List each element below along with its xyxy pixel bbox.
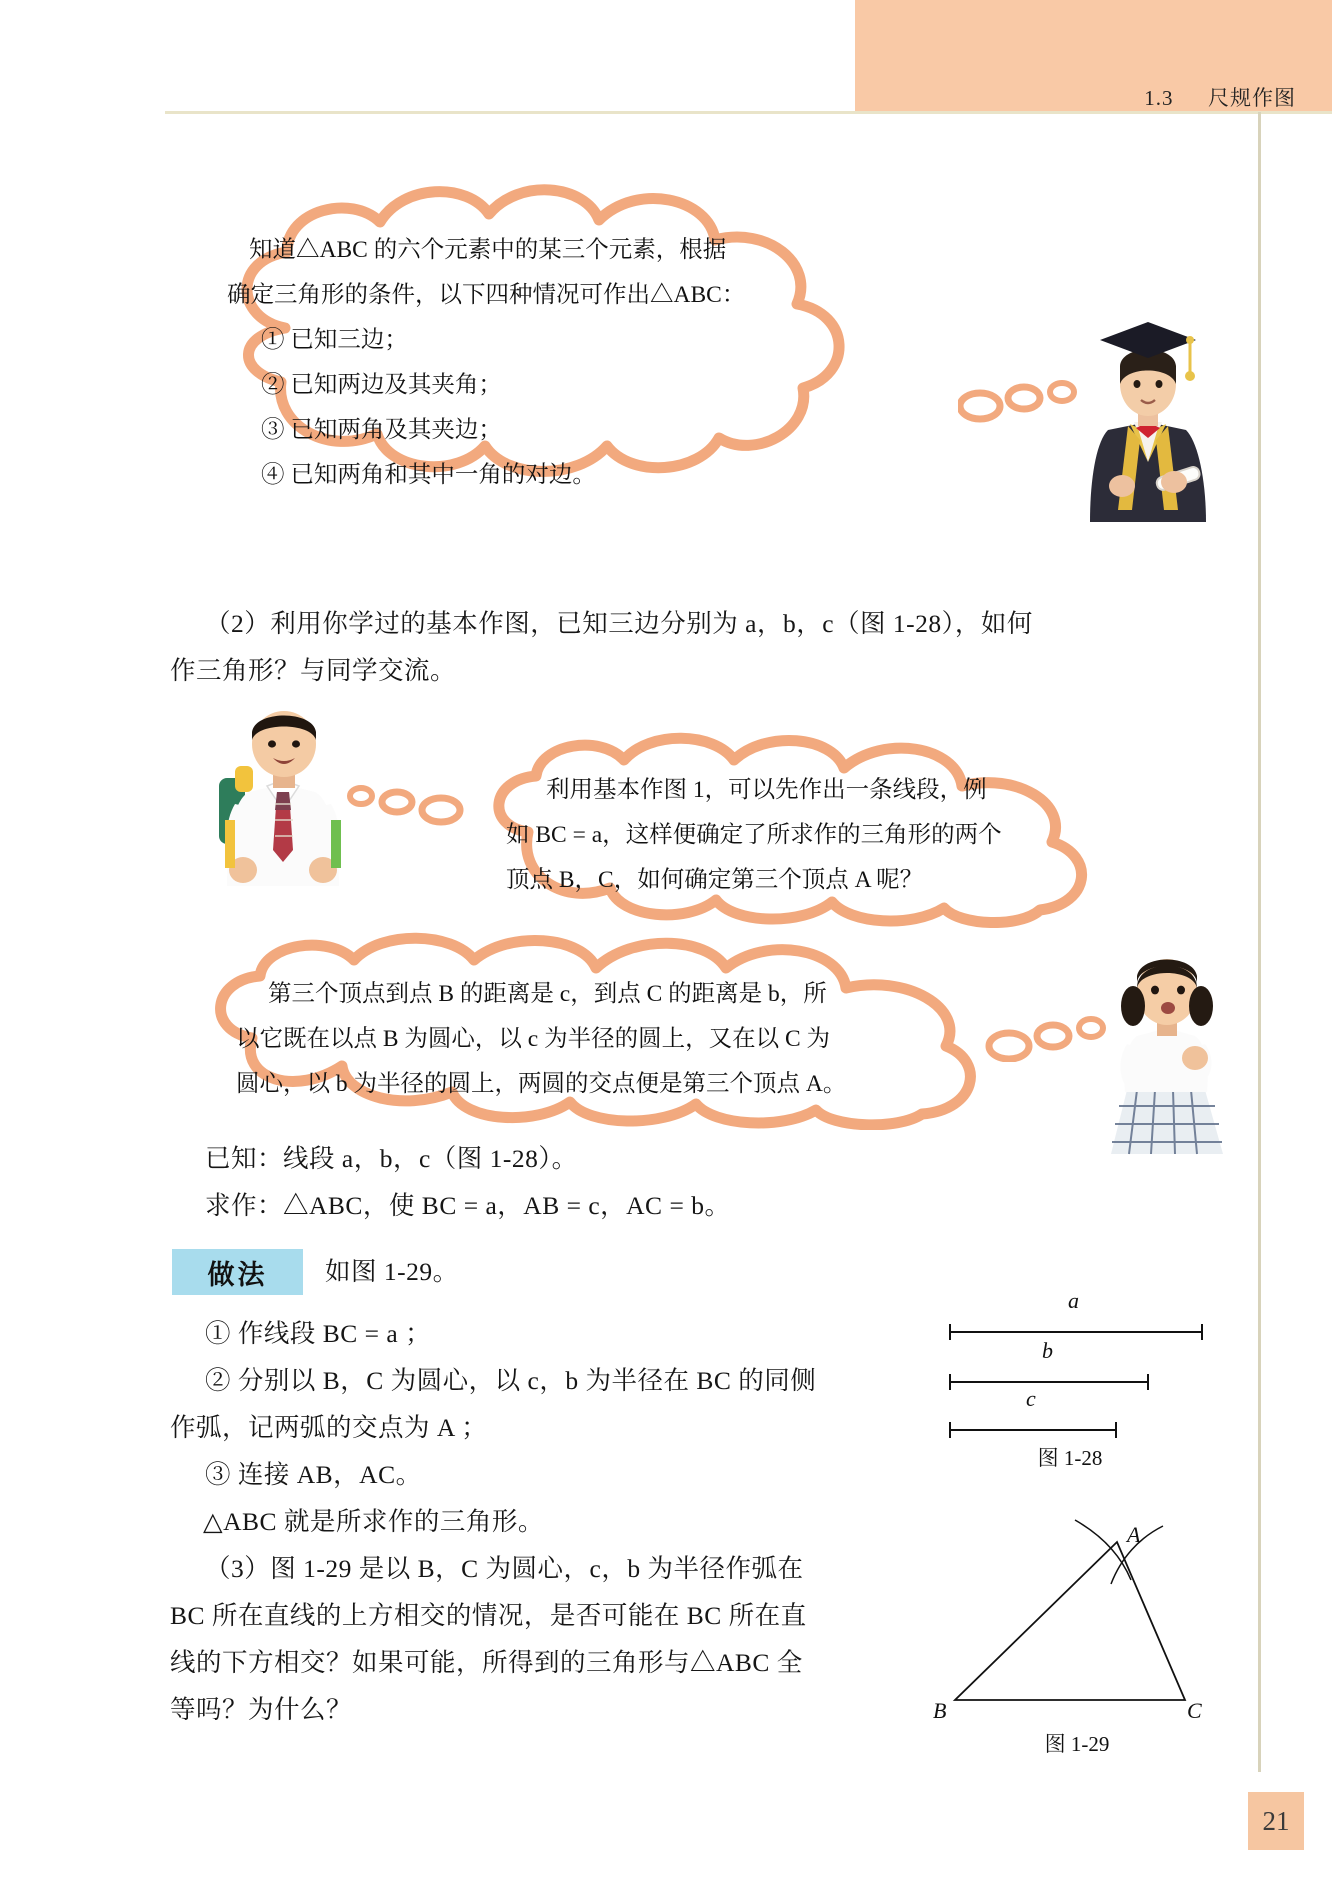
paragraph-2-line-1: （2）利用你学过的基本作图，已知三边分别为 a，b，c（图 1-28），如何 — [205, 609, 1033, 638]
figure-1-28-caption: 图 1-28 — [1037, 1446, 1103, 1470]
thought-bubble-3 — [180, 930, 1000, 1130]
bubble1-line-1: 知道△ABC 的六个元素中的某三个元素，根据 — [249, 237, 727, 263]
header-section-number: 1.3 — [1144, 86, 1174, 110]
vertex-label-B: B — [933, 1698, 947, 1723]
paragraph-2 — [170, 600, 1225, 694]
method-tag: 做法 — [172, 1249, 303, 1295]
page-header-title — [1144, 82, 1296, 112]
figure-1-29 — [935, 1510, 1225, 1760]
figure-1-29-caption: 图 1-29 — [1044, 1732, 1110, 1756]
bubble3-line-2: 以它既在以点 B 为圆心，以 c 为半径的圆上，又在以 C 为 — [236, 1026, 831, 1052]
method-step-2-cont: 作弧，记两弧的交点为 A ； — [170, 1413, 488, 1442]
bubble1-line-2: 确定三角形的条件，以下四种情况可作出△ABC： — [227, 282, 746, 308]
bubble2-line-3: 顶点 B，C，如何确定第三个顶点 A 呢？ — [506, 867, 924, 893]
bubble1-line-4: ② 已知两边及其夹角； — [261, 372, 502, 398]
thought-bubble-2 — [460, 728, 1140, 928]
figure-1-28 — [940, 1290, 1210, 1470]
cloud-tail-1 — [958, 378, 1088, 426]
paragraph-2-line-2: 作三角形？与同学交流。 — [170, 656, 457, 685]
paragraph-3-line-4: 等吗？为什么？ — [170, 1695, 353, 1724]
bubble2-line-2: 如 BC = a，这样便确定了所求作的三角形的两个 — [506, 822, 1002, 848]
header-rule — [165, 111, 1332, 114]
segment-label-c: c — [1026, 1386, 1036, 1411]
thought-bubble-1 — [175, 168, 875, 488]
vertex-label-A: A — [1127, 1522, 1141, 1547]
paragraph-3-line-3: 线的下方相交？如果可能，所得到的三角形与△ABC 全 — [170, 1648, 803, 1677]
header-section-title: 尺规作图 — [1208, 86, 1296, 110]
paragraph-3 — [170, 1545, 905, 1733]
right-margin-rule — [1258, 112, 1261, 1772]
paragraph-3-line-2: BC 所在直线的上方相交的情况，是否可能在 BC 所在直 — [170, 1601, 807, 1630]
paragraph-3-line-1: （3）图 1-29 是以 B，C 为圆心，c，b 为半径作弧在 — [205, 1554, 804, 1583]
photo-girl-student — [1093, 940, 1243, 1170]
bubble2-line-1: 利用基本作图 1，可以先作出一条线段，例 — [546, 777, 987, 803]
segment-label-a: a — [1068, 1288, 1079, 1313]
method-step-3: ③ 连接 AB，AC。 — [205, 1460, 422, 1489]
bubble3-line-3: 圆心，以 b 为半径的圆上，两圆的交点便是第三个顶点 A。 — [236, 1071, 847, 1097]
given-line: 已知：线段 a，b，c（图 1-28）。 — [205, 1144, 578, 1173]
bubble1-line-5: ③ 已知两角及其夹边； — [261, 417, 502, 443]
method-step-2: ② 分别以 B，C 为圆心，以 c，b 为半径在 BC 的同侧 — [205, 1366, 817, 1395]
required-line: 求作：△ABC，使 BC = a，AB = c，AC = b。 — [205, 1191, 731, 1220]
vertex-label-C: C — [1187, 1698, 1202, 1723]
method-steps — [170, 1310, 905, 1545]
bubble1-line-3: ① 已知三边； — [261, 327, 408, 353]
method-conclusion: △ABC 就是所求作的三角形。 — [203, 1507, 544, 1536]
segment-label-b: b — [1042, 1338, 1053, 1363]
page-number-badge: 21 — [1248, 1792, 1304, 1850]
bubble1-line-6: ④ 已知两角和其中一角的对边。 — [261, 462, 596, 488]
photo-graduate-student — [1078, 310, 1218, 540]
method-step-1: ① 作线段 BC = a ； — [205, 1319, 432, 1348]
method-caption: 如图 1-29。 — [325, 1257, 459, 1286]
photo-boy-student — [205, 700, 365, 910]
bubble3-line-1: 第三个顶点到点 B 的距离是 c，到点 C 的距离是 b，所 — [268, 981, 827, 1007]
